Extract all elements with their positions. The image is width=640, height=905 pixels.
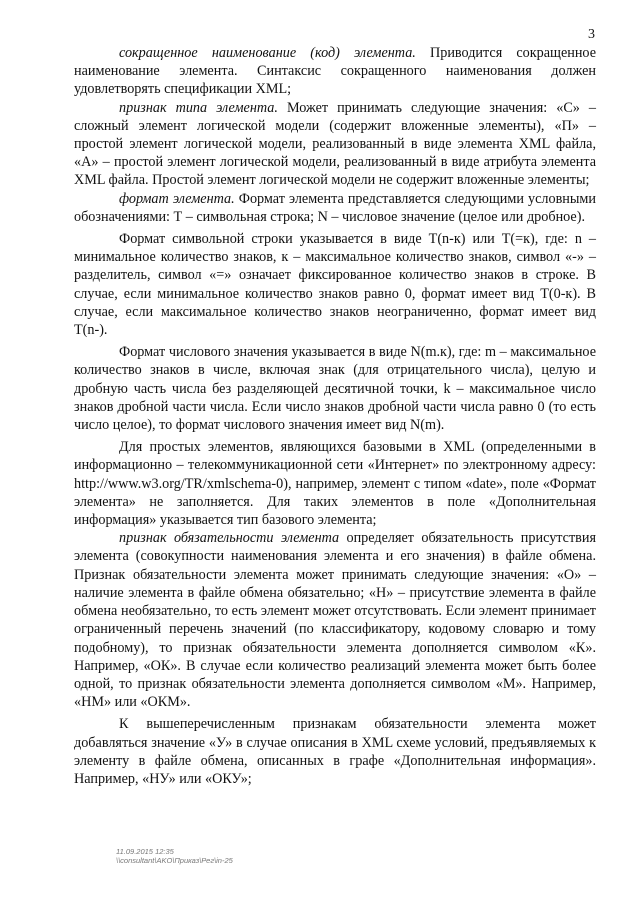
document-body — [74, 44, 596, 788]
paragraph-base-elements — [74, 438, 596, 529]
paragraph-text: определяет обязательность присутствия элемента (совокупности наименования элемента и его значения) в файле обмена. Признак обязательности элемента может принимать следующие значения: «О» – наличие элемента в файле обмена обязательно; «Н» – присутствие элемента в файле обмена необязательно, то есть элемент может отсутствовать. Если элемент принимает ограниченный перечень значений (по классификатору, кодовому словарю и тому подобному), то признак обязательности элемента дополняется символом «К». Например, «ОК». В случае если количество реализаций элемента может быть более одной, то признак обязательности элемента дополняется символом «М». Например, «НМ» или «ОКМ». — [74, 530, 596, 711]
paragraph-string-format — [74, 230, 596, 339]
paragraph-element-type — [74, 99, 596, 190]
term-element-format: формат элемента. — [119, 190, 235, 207]
paragraph-text: Формат числового значения указывается в виде N(m.к), где: m – максимальное количество знаков в числе, включая знак (для отрицательного числа), целую и дробную часть числа без разделяющей десятичной точки, k – максимальное число знаков дробной части числа. Если число знаков дробной части числа равно 0 (то есть число целое), то формат числового значения имеет вид N(m). — [74, 344, 596, 434]
footer-timestamp: 11.09.2015 12:35 — [116, 847, 174, 856]
paragraph-obligation — [74, 529, 596, 711]
paragraph-text: Для простых элементов, являющихся базовыми в XML (определенными в информационно – телекоммуникационной сети «Интернет» по электронному адресу: http://www.w3.org/TR/xmlschema-0), например, элемент с типом «date», поле «Формат элемента» не заполняется. Для таких элементов в поле «Дополнительная информация» указывается тип базового элемента; — [74, 439, 596, 529]
paragraph-text: Приводится сокращенное наименование элемента. Синтаксис сокращенного наименования должен удовлетворять спецификации XML; — [74, 45, 596, 98]
paragraph-number-format — [74, 343, 596, 434]
paragraph-element-format — [74, 190, 596, 226]
term-element-type: признак типа элемента. — [119, 99, 278, 116]
paragraph-text: Формат символьной строки указывается в виде Т(n-к) или Т(=к), где: n – минимальное количество знаков, к – максимальное количество знаков, символ «-» – разделитель, символ «=» означает фиксированное количество знаков в строке. В случае, если минимальное количество знаков равно 0, формат имеет вид Т(0-к). В случае, если максимальное количество знаков неограниченно, формат имеет вид Т(n-). — [74, 231, 596, 339]
footer-path: \\consultant\AKO\Приказ\Рег\in-25 — [116, 855, 233, 865]
paragraph-text: К вышеперечисленным признакам обязательности элемента может добавляться значение «У» в случае описания в XML схеме условий, предъявляемых к элементу в файле обмена, описанных в графе «Дополнительная информация». Например, «НУ» или «ОКУ»; — [74, 716, 596, 787]
term-obligation: признак обязательности элемента — [119, 530, 340, 547]
paragraph-text: Формат элемента представляется следующими условными обозначениями: Т – символьная строка; N – числовое значение (целое или дробное). — [74, 190, 596, 225]
paragraph-obligation-extra — [74, 715, 596, 788]
paragraph-text: Может принимать следующие значения: «С» – сложный элемент логической модели (содержит вложенные элементы), «П» – простой элемент логической модели, реализованный в виде элемента XML файла, «А» – простой элемент логической модели, реализованный в виде атрибута элемента XML файла. Простой элемент логической модели не содержит вложенные элементы; — [74, 99, 596, 189]
paragraph-short-name — [74, 44, 596, 99]
print-footer — [116, 848, 233, 865]
term-short-name: сокращенное наименование (код) элемента. — [119, 45, 416, 61]
page-number: 3 — [588, 27, 595, 42]
